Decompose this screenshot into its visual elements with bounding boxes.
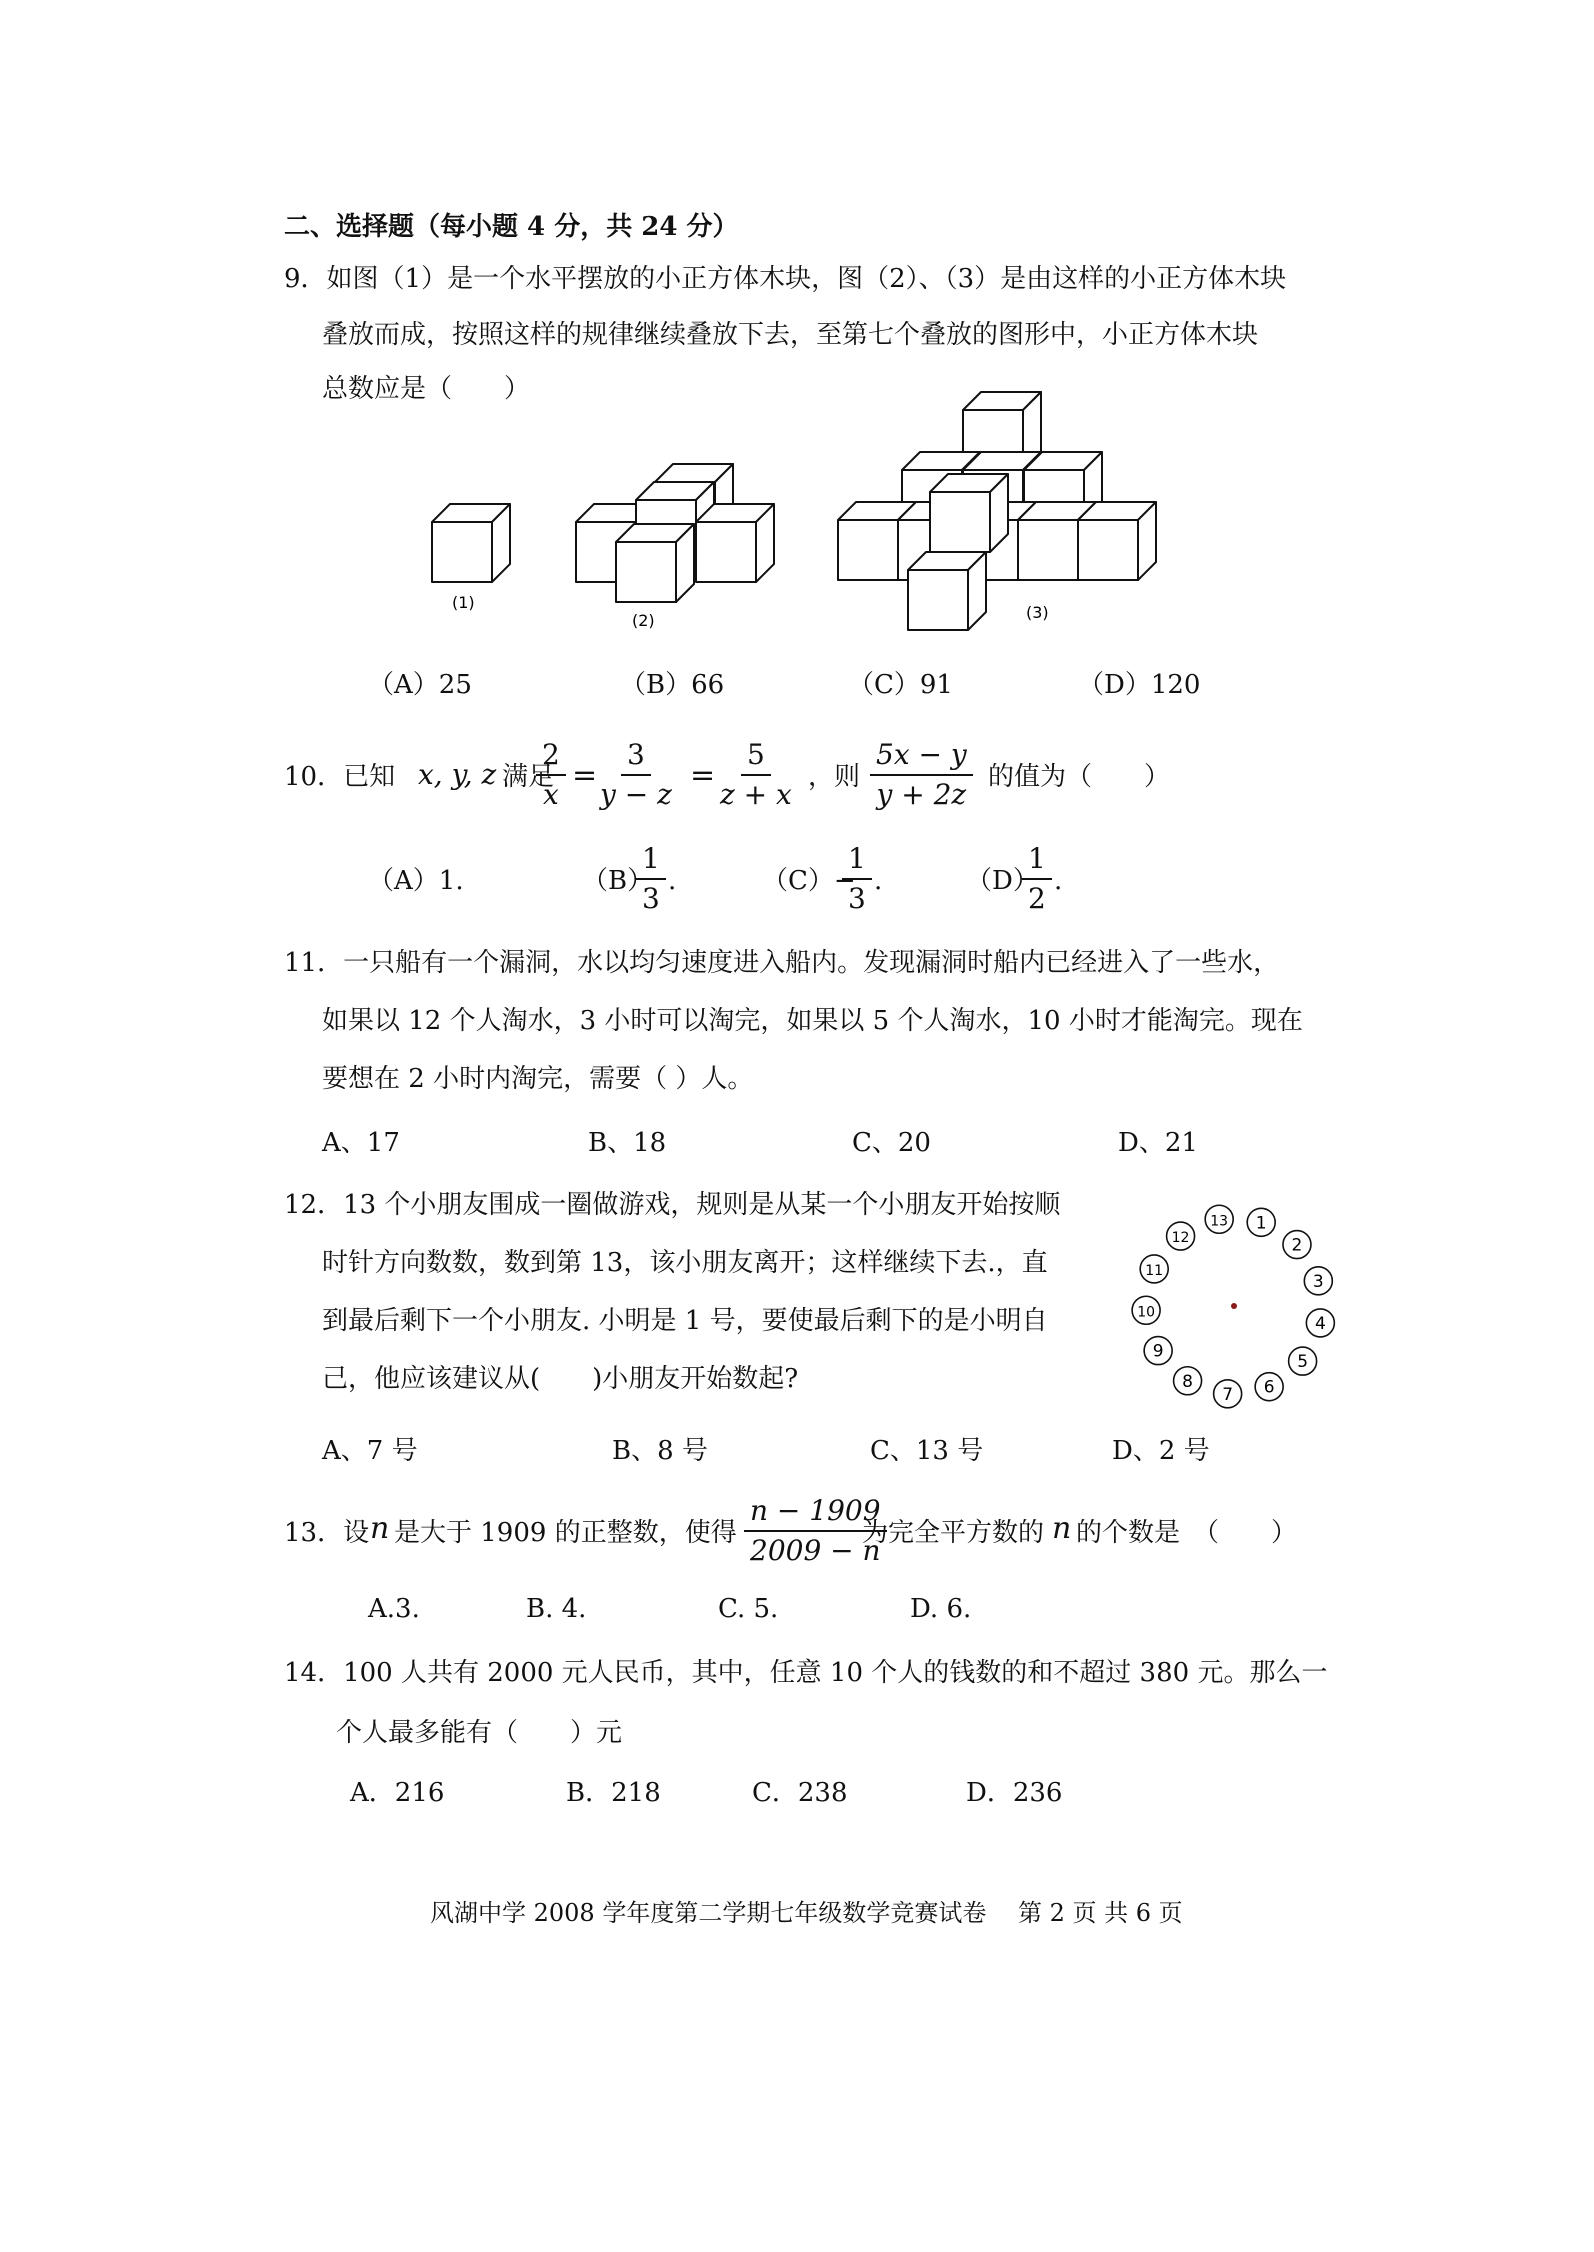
q10-f4-den: y + 2z <box>876 778 967 811</box>
section-heading: 二、选择题（每小题 4 分，共 24 分） <box>284 212 739 242</box>
child-number: 5 <box>1297 1352 1309 1373</box>
child-number: 6 <box>1263 1377 1275 1398</box>
q12-option-b: B、8 号 <box>612 1436 708 1466</box>
circle-center-dot <box>1231 1303 1237 1309</box>
q10-f3-den: z + x <box>720 778 792 811</box>
child-number: 9 <box>1152 1341 1164 1362</box>
q10-option-d-num: 1 <box>1022 842 1052 880</box>
q13-prefix: 13．设 <box>284 1518 370 1548</box>
child-8 <box>1174 1367 1202 1395</box>
q12-line3: 到最后剩下一个小朋友. 小明是 1 号，要使最后剩下的是小明自 <box>322 1306 1048 1336</box>
q13-n2: n <box>1052 1511 1072 1546</box>
q14-option-c: C．238 <box>752 1778 848 1808</box>
q14-line2: 个人最多能有（ ）元 <box>336 1718 623 1748</box>
q13-f-den: 2009 − n <box>750 1534 881 1567</box>
page-footer: 风湖中学 2008 学年度第二学期七年级数学竞赛试卷 第 2 页 共 6 页 <box>430 1899 1183 1927</box>
child-5 <box>1289 1347 1317 1375</box>
q9-line1: 9．如图（1）是一个水平摆放的小正方体木块，图（2）、（3）是由这样的小正方体木块 <box>284 264 1287 294</box>
child-10 <box>1132 1296 1160 1324</box>
q12-option-c: C、13 号 <box>870 1436 984 1466</box>
child-4 <box>1306 1309 1334 1337</box>
q10-option-d-den: 2 <box>1028 882 1046 915</box>
q11-line2: 如果以 12 个人淘水，3 小时可以淘完，如果以 5 个人淘水，10 小时才能淘完。现在 <box>322 1006 1303 1036</box>
q10-f1-den: x <box>543 778 559 811</box>
q9-line2: 叠放而成，按照这样的规律继续叠放下去，至第七个叠放的图形中，小正方体木块 <box>322 320 1259 350</box>
q13-f-num: n − 1909 <box>744 1494 887 1532</box>
figure-1-cubes <box>432 504 510 582</box>
q9-option-d: （D）120 <box>1078 670 1201 700</box>
q13-n1: n <box>370 1511 390 1546</box>
q13-mid1: 是大于 1909 的正整数，使得 <box>394 1518 737 1548</box>
q10-equals-2: = <box>690 758 716 793</box>
q10-equals-1: = <box>572 758 598 793</box>
q10-option-d-fraction <box>1022 842 1052 916</box>
q10-f2-den: y − z <box>600 778 672 811</box>
figure-3-cubes <box>838 392 1156 630</box>
q10-option-b-fraction <box>636 842 666 916</box>
q11-line3: 要想在 2 小时内淘完，需要（ ）人。 <box>322 1064 754 1094</box>
child-1 <box>1247 1208 1275 1236</box>
q10-then: ，则 <box>808 762 861 792</box>
q10-f1-num: 2 <box>536 738 566 776</box>
q10-option-c-num: 1 <box>842 842 872 880</box>
child-number: 7 <box>1222 1384 1234 1405</box>
child-number: 4 <box>1314 1313 1326 1334</box>
q11-option-b: B、18 <box>588 1128 667 1158</box>
q10-vars: x, y, z <box>418 758 497 791</box>
q10-option-c-den: 3 <box>848 882 866 915</box>
q9-line3: 总数应是（ ） <box>322 374 531 404</box>
q12-line2: 时针方向数数，数到第 13，该小朋友离开；这样继续下去.，直 <box>322 1248 1048 1278</box>
q12-children-circle <box>1124 1196 1344 1416</box>
child-number: 11 <box>1145 1262 1164 1279</box>
q11-option-d: D、21 <box>1118 1128 1198 1158</box>
q10-f3-num: 5 <box>741 738 771 776</box>
q12-line4: 己，他应该建议从( )小朋友开始数起? <box>322 1364 799 1394</box>
q10-option-d-period: . <box>1054 866 1063 896</box>
q11-option-a: A、17 <box>322 1128 400 1158</box>
q13-option-d: D. 6. <box>910 1594 972 1624</box>
figure-2-label: (2) <box>632 611 655 630</box>
q9-option-c: （C）91 <box>848 670 953 700</box>
q10-option-b-label: （B） <box>582 866 654 896</box>
q14-option-a: A．216 <box>350 1778 445 1808</box>
q13-option-a: A.3. <box>368 1594 420 1624</box>
child-number: 3 <box>1312 1271 1324 1292</box>
child-6 <box>1255 1373 1283 1401</box>
q10-fraction-1 <box>536 738 566 812</box>
q9-option-a: （A）25 <box>368 670 472 700</box>
q10-satisfy: 满足 <box>502 762 555 792</box>
child-number: 12 <box>1171 1230 1190 1247</box>
q10-fraction-2 <box>600 738 672 812</box>
figure-3-label: (3) <box>1026 603 1049 622</box>
q9-option-b: （B）66 <box>620 670 725 700</box>
q10-option-c-fraction <box>842 842 872 916</box>
q10-option-b-den: 3 <box>642 882 660 915</box>
q10-option-c-period: . <box>874 866 883 896</box>
child-13 <box>1205 1205 1233 1233</box>
q10-option-b-period: . <box>668 866 677 896</box>
figure-2-cubes <box>576 464 774 602</box>
q11-option-c: C、20 <box>852 1128 931 1158</box>
q12-option-d: D、2 号 <box>1112 1436 1210 1466</box>
q14-option-b: B．218 <box>566 1778 661 1808</box>
figure-1-label: (1) <box>452 593 475 612</box>
q10-fraction-4 <box>870 738 973 812</box>
q10-suffix: 的值为（ ） <box>988 762 1171 792</box>
q10-f2-num: 3 <box>621 738 651 776</box>
q10-fraction-3 <box>720 738 792 812</box>
q13-option-c: C. 5. <box>718 1594 779 1624</box>
q12-line1: 12．13 个小朋友围成一圈做游戏，规则是从某一个小朋友开始按顺 <box>284 1190 1061 1220</box>
q10-option-b-num: 1 <box>636 842 666 880</box>
q14-line1: 14．100 人共有 2000 元人民币，其中，任意 10 个人的钱数的和不超过 380 元。那么一 <box>284 1658 1328 1688</box>
q10-prefix: 10．已知 <box>284 762 396 792</box>
child-3 <box>1304 1267 1332 1295</box>
q10-option-a: （A）1. <box>368 866 464 896</box>
child-7 <box>1214 1380 1242 1408</box>
q14-option-d: D．236 <box>966 1778 1063 1808</box>
q13-suffix: 的个数是 （ ） <box>1076 1518 1298 1548</box>
child-2 <box>1283 1231 1311 1259</box>
child-11 <box>1140 1255 1168 1283</box>
child-12 <box>1167 1222 1195 1250</box>
q12-option-a: A、7 号 <box>322 1436 418 1466</box>
q9-cube-figures <box>0 380 1594 640</box>
q10-option-c-label: （C）− <box>762 866 856 896</box>
q11-line1: 11．一只船有一个漏洞，水以均匀速度进入船内。发现漏洞时船内已经进入了一些水， <box>284 948 1280 978</box>
q10-f4-num: 5x − y <box>870 738 973 776</box>
q13-mid2: 为完全平方数的 <box>862 1518 1045 1548</box>
child-number: 10 <box>1137 1304 1156 1321</box>
child-9 <box>1144 1337 1172 1365</box>
q10-option-d-label: （D） <box>966 866 1039 896</box>
child-number: 8 <box>1182 1371 1193 1392</box>
q13-option-b: B. 4. <box>526 1594 587 1624</box>
child-number: 1 <box>1255 1213 1267 1234</box>
child-number: 13 <box>1210 1213 1229 1230</box>
child-number: 2 <box>1291 1235 1303 1256</box>
